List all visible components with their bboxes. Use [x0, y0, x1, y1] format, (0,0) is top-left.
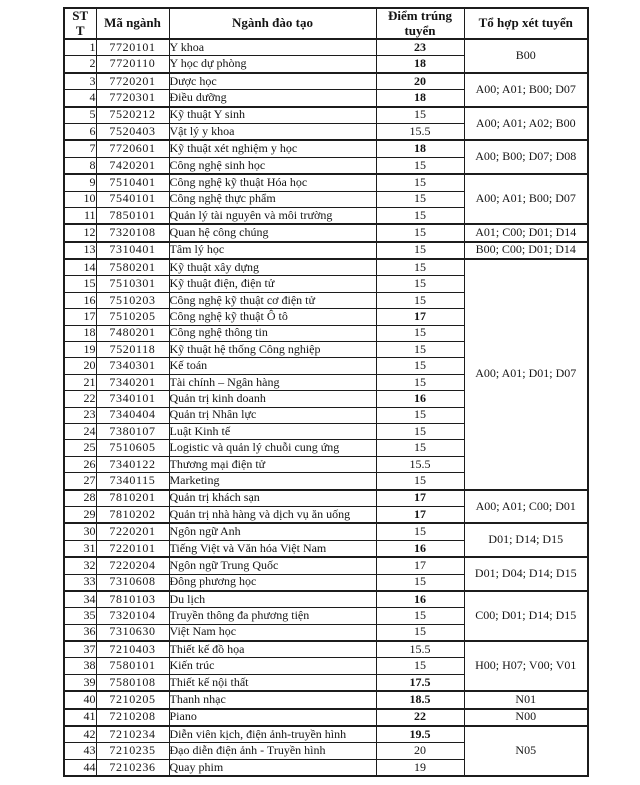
major-code-cell: 7520403 [96, 123, 169, 140]
major-name-cell: Kỹ thuật xây dựng [169, 259, 376, 276]
major-code-cell: 7210205 [96, 691, 169, 708]
row-number-cell: 31 [64, 540, 96, 557]
major-name-cell: Kiến trúc [169, 658, 376, 674]
major-code-cell: 7720301 [96, 90, 169, 107]
row-number-cell: 32 [64, 557, 96, 574]
table-row [64, 523, 588, 540]
admission-score-cell: 19 [376, 759, 464, 776]
major-name-cell: Đông phương học [169, 574, 376, 591]
major-code-cell: 7420201 [96, 157, 169, 174]
major-name-cell: Y khoa [169, 39, 376, 56]
major-name-cell: Việt Nam học [169, 624, 376, 641]
admission-score-cell: 16 [376, 540, 464, 557]
major-code-cell: 7810103 [96, 591, 169, 608]
major-name-cell: Công nghệ thông tin [169, 325, 376, 341]
major-code-cell: 7320104 [96, 608, 169, 624]
major-name-cell: Quan hệ công chúng [169, 224, 376, 241]
major-code-cell: 7210235 [96, 743, 169, 759]
table-row [64, 641, 588, 658]
admission-scores-table [63, 7, 589, 777]
major-code-cell: 7310630 [96, 624, 169, 641]
row-number-cell: 13 [64, 242, 96, 259]
major-name-cell: Marketing [169, 473, 376, 490]
major-name-cell: Kỹ thuật xét nghiệm y học [169, 140, 376, 157]
header-major-code: Mã ngành [96, 8, 169, 39]
major-code-cell: 7340201 [96, 374, 169, 390]
admission-score-cell: 15 [376, 157, 464, 174]
major-name-cell: Đạo diễn điện ảnh - Truyền hình [169, 743, 376, 759]
major-name-cell: Điều dưỡng [169, 90, 376, 107]
major-code-cell: 7220204 [96, 557, 169, 574]
table-row [64, 73, 588, 90]
major-code-cell: 7380107 [96, 423, 169, 439]
header-subject-combination: Tổ hợp xét tuyển [464, 8, 588, 39]
admission-score-cell: 15.5 [376, 123, 464, 140]
major-name-cell: Dược học [169, 73, 376, 90]
major-code-cell: 7210234 [96, 726, 169, 743]
major-code-cell: 7510301 [96, 276, 169, 292]
table-row [64, 726, 588, 743]
major-name-cell: Quản trị khách sạn [169, 490, 376, 507]
row-number-cell: 11 [64, 207, 96, 224]
table-row [64, 557, 588, 574]
header-admission-score: Điểm trúng tuyển [376, 8, 464, 39]
table-body [64, 39, 588, 776]
major-code-cell: 7510401 [96, 174, 169, 191]
row-number-cell: 43 [64, 743, 96, 759]
major-code-cell: 7510605 [96, 440, 169, 456]
table-row [64, 691, 588, 708]
major-code-cell: 7340115 [96, 473, 169, 490]
admission-score-cell: 15 [376, 259, 464, 276]
major-name-cell: Du lịch [169, 591, 376, 608]
row-number-cell: 22 [64, 391, 96, 407]
row-number-cell: 12 [64, 224, 96, 241]
row-number-cell: 40 [64, 691, 96, 708]
table-row [64, 107, 588, 124]
subject-combination-cell: C00; D01; D14; D15 [464, 591, 588, 641]
major-name-cell: Tài chính – Ngân hàng [169, 374, 376, 390]
admission-score-cell: 17.5 [376, 674, 464, 691]
major-name-cell: Thanh nhạc [169, 691, 376, 708]
major-code-cell: 7580108 [96, 674, 169, 691]
row-number-cell: 21 [64, 374, 96, 390]
major-code-cell: 7340301 [96, 358, 169, 374]
admission-score-cell: 15 [376, 658, 464, 674]
admission-score-cell: 15.5 [376, 641, 464, 658]
admission-score-cell: 15 [376, 574, 464, 591]
admission-score-cell: 15 [376, 624, 464, 641]
table-row [64, 591, 588, 608]
subject-combination-cell: A00; B00; D07; D08 [464, 140, 588, 174]
admission-score-cell: 22 [376, 709, 464, 726]
major-code-cell: 7580101 [96, 658, 169, 674]
admission-score-cell: 16 [376, 591, 464, 608]
row-number-cell: 26 [64, 456, 96, 472]
major-name-cell: Công nghệ kỹ thuật cơ điện tử [169, 292, 376, 308]
major-code-cell: 7580201 [96, 259, 169, 276]
subject-combination-cell: A00; A01; B00; D07 [464, 174, 588, 224]
major-code-cell: 7720601 [96, 140, 169, 157]
major-name-cell: Quản trị nhà hàng và dịch vụ ăn uống [169, 506, 376, 523]
major-name-cell: Công nghệ kỹ thuật Ô tô [169, 309, 376, 325]
row-number-cell: 4 [64, 90, 96, 107]
row-number-cell: 37 [64, 641, 96, 658]
major-name-cell: Tiếng Việt và Văn hóa Việt Nam [169, 540, 376, 557]
row-number-cell: 23 [64, 407, 96, 423]
row-number-cell: 18 [64, 325, 96, 341]
admission-score-cell: 15 [376, 191, 464, 207]
major-name-cell: Piano [169, 709, 376, 726]
admission-score-cell: 15 [376, 292, 464, 308]
major-name-cell: Ngôn ngữ Anh [169, 523, 376, 540]
major-code-cell: 7340404 [96, 407, 169, 423]
major-code-cell: 7720101 [96, 39, 169, 56]
admission-score-cell: 15 [376, 242, 464, 259]
major-name-cell: Kỹ thuật hệ thống Công nghiệp [169, 342, 376, 358]
header-stt: ST T [64, 8, 96, 39]
major-code-cell: 7220201 [96, 523, 169, 540]
admission-score-cell: 15 [376, 224, 464, 241]
major-code-cell: 7520118 [96, 342, 169, 358]
row-number-cell: 35 [64, 608, 96, 624]
row-number-cell: 34 [64, 591, 96, 608]
admission-score-cell: 19.5 [376, 726, 464, 743]
admission-score-cell: 17 [376, 557, 464, 574]
major-code-cell: 7340122 [96, 456, 169, 472]
major-code-cell: 7320108 [96, 224, 169, 241]
major-code-cell: 7480201 [96, 325, 169, 341]
admission-score-cell: 20 [376, 743, 464, 759]
table-row [64, 709, 588, 726]
major-name-cell: Kỹ thuật Y sinh [169, 107, 376, 124]
row-number-cell: 3 [64, 73, 96, 90]
admission-score-cell: 18.5 [376, 691, 464, 708]
major-name-cell: Luật Kinh tế [169, 423, 376, 439]
major-code-cell: 7510205 [96, 309, 169, 325]
admission-score-cell: 15.5 [376, 456, 464, 472]
major-name-cell: Công nghệ sinh học [169, 157, 376, 174]
admission-score-cell: 23 [376, 39, 464, 56]
header-row [64, 8, 588, 39]
row-number-cell: 41 [64, 709, 96, 726]
table-row [64, 224, 588, 241]
admission-score-cell: 15 [376, 174, 464, 191]
major-name-cell: Vật lý y khoa [169, 123, 376, 140]
subject-combination-cell: A00; A01; B00; D07 [464, 73, 588, 107]
row-number-cell: 38 [64, 658, 96, 674]
major-code-cell: 7310608 [96, 574, 169, 591]
table-row [64, 259, 588, 276]
row-number-cell: 9 [64, 174, 96, 191]
subject-combination-cell: D01; D14; D15 [464, 523, 588, 557]
admission-score-cell: 15 [376, 440, 464, 456]
major-name-cell: Kế toán [169, 358, 376, 374]
table-row [64, 174, 588, 191]
row-number-cell: 10 [64, 191, 96, 207]
major-code-cell: 7810202 [96, 506, 169, 523]
major-name-cell: Thiết kế nội thất [169, 674, 376, 691]
row-number-cell: 1 [64, 39, 96, 56]
major-name-cell: Thiết kế đồ họa [169, 641, 376, 658]
subject-combination-cell: N01 [464, 691, 588, 708]
subject-combination-cell: A01; C00; D01; D14 [464, 224, 588, 241]
row-number-cell: 8 [64, 157, 96, 174]
major-code-cell: 7540101 [96, 191, 169, 207]
admission-score-cell: 16 [376, 391, 464, 407]
table-row [64, 242, 588, 259]
major-code-cell: 7850101 [96, 207, 169, 224]
admission-score-cell: 17 [376, 506, 464, 523]
subject-combination-cell: A00; A01; D01; D07 [464, 259, 588, 489]
header-major-name: Ngành đào tạo [169, 8, 376, 39]
major-name-cell: Y học dự phòng [169, 56, 376, 73]
admission-score-cell: 20 [376, 73, 464, 90]
row-number-cell: 29 [64, 506, 96, 523]
admission-score-cell: 18 [376, 56, 464, 73]
row-number-cell: 44 [64, 759, 96, 776]
row-number-cell: 2 [64, 56, 96, 73]
subject-combination-cell: N05 [464, 726, 588, 776]
major-name-cell: Diễn viên kịch, điện ảnh-truyền hình [169, 726, 376, 743]
major-name-cell: Quản trị Nhân lực [169, 407, 376, 423]
major-name-cell: Tâm lý học [169, 242, 376, 259]
admission-score-cell: 18 [376, 90, 464, 107]
major-code-cell: 7210403 [96, 641, 169, 658]
row-number-cell: 33 [64, 574, 96, 591]
row-number-cell: 30 [64, 523, 96, 540]
row-number-cell: 36 [64, 624, 96, 641]
major-name-cell: Kỹ thuật điện, điện tử [169, 276, 376, 292]
row-number-cell: 24 [64, 423, 96, 439]
row-number-cell: 7 [64, 140, 96, 157]
row-number-cell: 17 [64, 309, 96, 325]
row-number-cell: 16 [64, 292, 96, 308]
major-name-cell: Quay phim [169, 759, 376, 776]
row-number-cell: 39 [64, 674, 96, 691]
table-row [64, 490, 588, 507]
major-name-cell: Logistic và quản lý chuỗi cung ứng [169, 440, 376, 456]
subject-combination-cell: B00; C00; D01; D14 [464, 242, 588, 259]
admission-score-cell: 15 [376, 276, 464, 292]
major-code-cell: 7720201 [96, 73, 169, 90]
admission-score-cell: 15 [376, 423, 464, 439]
row-number-cell: 42 [64, 726, 96, 743]
admission-score-cell: 15 [376, 207, 464, 224]
major-name-cell: Công nghệ thực phẩm [169, 191, 376, 207]
table-row [64, 140, 588, 157]
admission-score-cell: 17 [376, 309, 464, 325]
row-number-cell: 19 [64, 342, 96, 358]
major-name-cell: Thương mại điện tử [169, 456, 376, 472]
admission-score-cell: 15 [376, 107, 464, 124]
major-name-cell: Truyền thông đa phương tiện [169, 608, 376, 624]
table-row [64, 39, 588, 56]
subject-combination-cell: A00; A01; A02; B00 [464, 107, 588, 141]
major-code-cell: 7210208 [96, 709, 169, 726]
subject-combination-cell: A00; A01; C00; D01 [464, 490, 588, 524]
subject-combination-cell: H00; H07; V00; V01 [464, 641, 588, 691]
row-number-cell: 14 [64, 259, 96, 276]
subject-combination-cell: N00 [464, 709, 588, 726]
admission-score-cell: 15 [376, 325, 464, 341]
row-number-cell: 5 [64, 107, 96, 124]
major-code-cell: 7340101 [96, 391, 169, 407]
row-number-cell: 15 [64, 276, 96, 292]
admission-score-cell: 15 [376, 608, 464, 624]
major-code-cell: 7310401 [96, 242, 169, 259]
row-number-cell: 20 [64, 358, 96, 374]
row-number-cell: 25 [64, 440, 96, 456]
row-number-cell: 28 [64, 490, 96, 507]
subject-combination-cell: B00 [464, 39, 588, 73]
major-code-cell: 7510203 [96, 292, 169, 308]
major-name-cell: Công nghệ kỹ thuật Hóa học [169, 174, 376, 191]
major-name-cell: Quản trị kinh doanh [169, 391, 376, 407]
row-number-cell: 6 [64, 123, 96, 140]
admission-score-cell: 15 [376, 473, 464, 490]
admission-score-cell: 17 [376, 490, 464, 507]
row-number-cell: 27 [64, 473, 96, 490]
major-code-cell: 7220101 [96, 540, 169, 557]
major-name-cell: Ngôn ngữ Trung Quốc [169, 557, 376, 574]
major-code-cell: 7520212 [96, 107, 169, 124]
admission-score-cell: 18 [376, 140, 464, 157]
major-name-cell: Quản lý tài nguyên và môi trường [169, 207, 376, 224]
admission-score-cell: 15 [376, 523, 464, 540]
admission-score-cell: 15 [376, 342, 464, 358]
major-code-cell: 7810201 [96, 490, 169, 507]
admission-score-cell: 15 [376, 358, 464, 374]
major-code-cell: 7210236 [96, 759, 169, 776]
major-code-cell: 7720110 [96, 56, 169, 73]
subject-combination-cell: D01; D04; D14; D15 [464, 557, 588, 591]
admission-score-cell: 15 [376, 407, 464, 423]
admission-score-cell: 15 [376, 374, 464, 390]
